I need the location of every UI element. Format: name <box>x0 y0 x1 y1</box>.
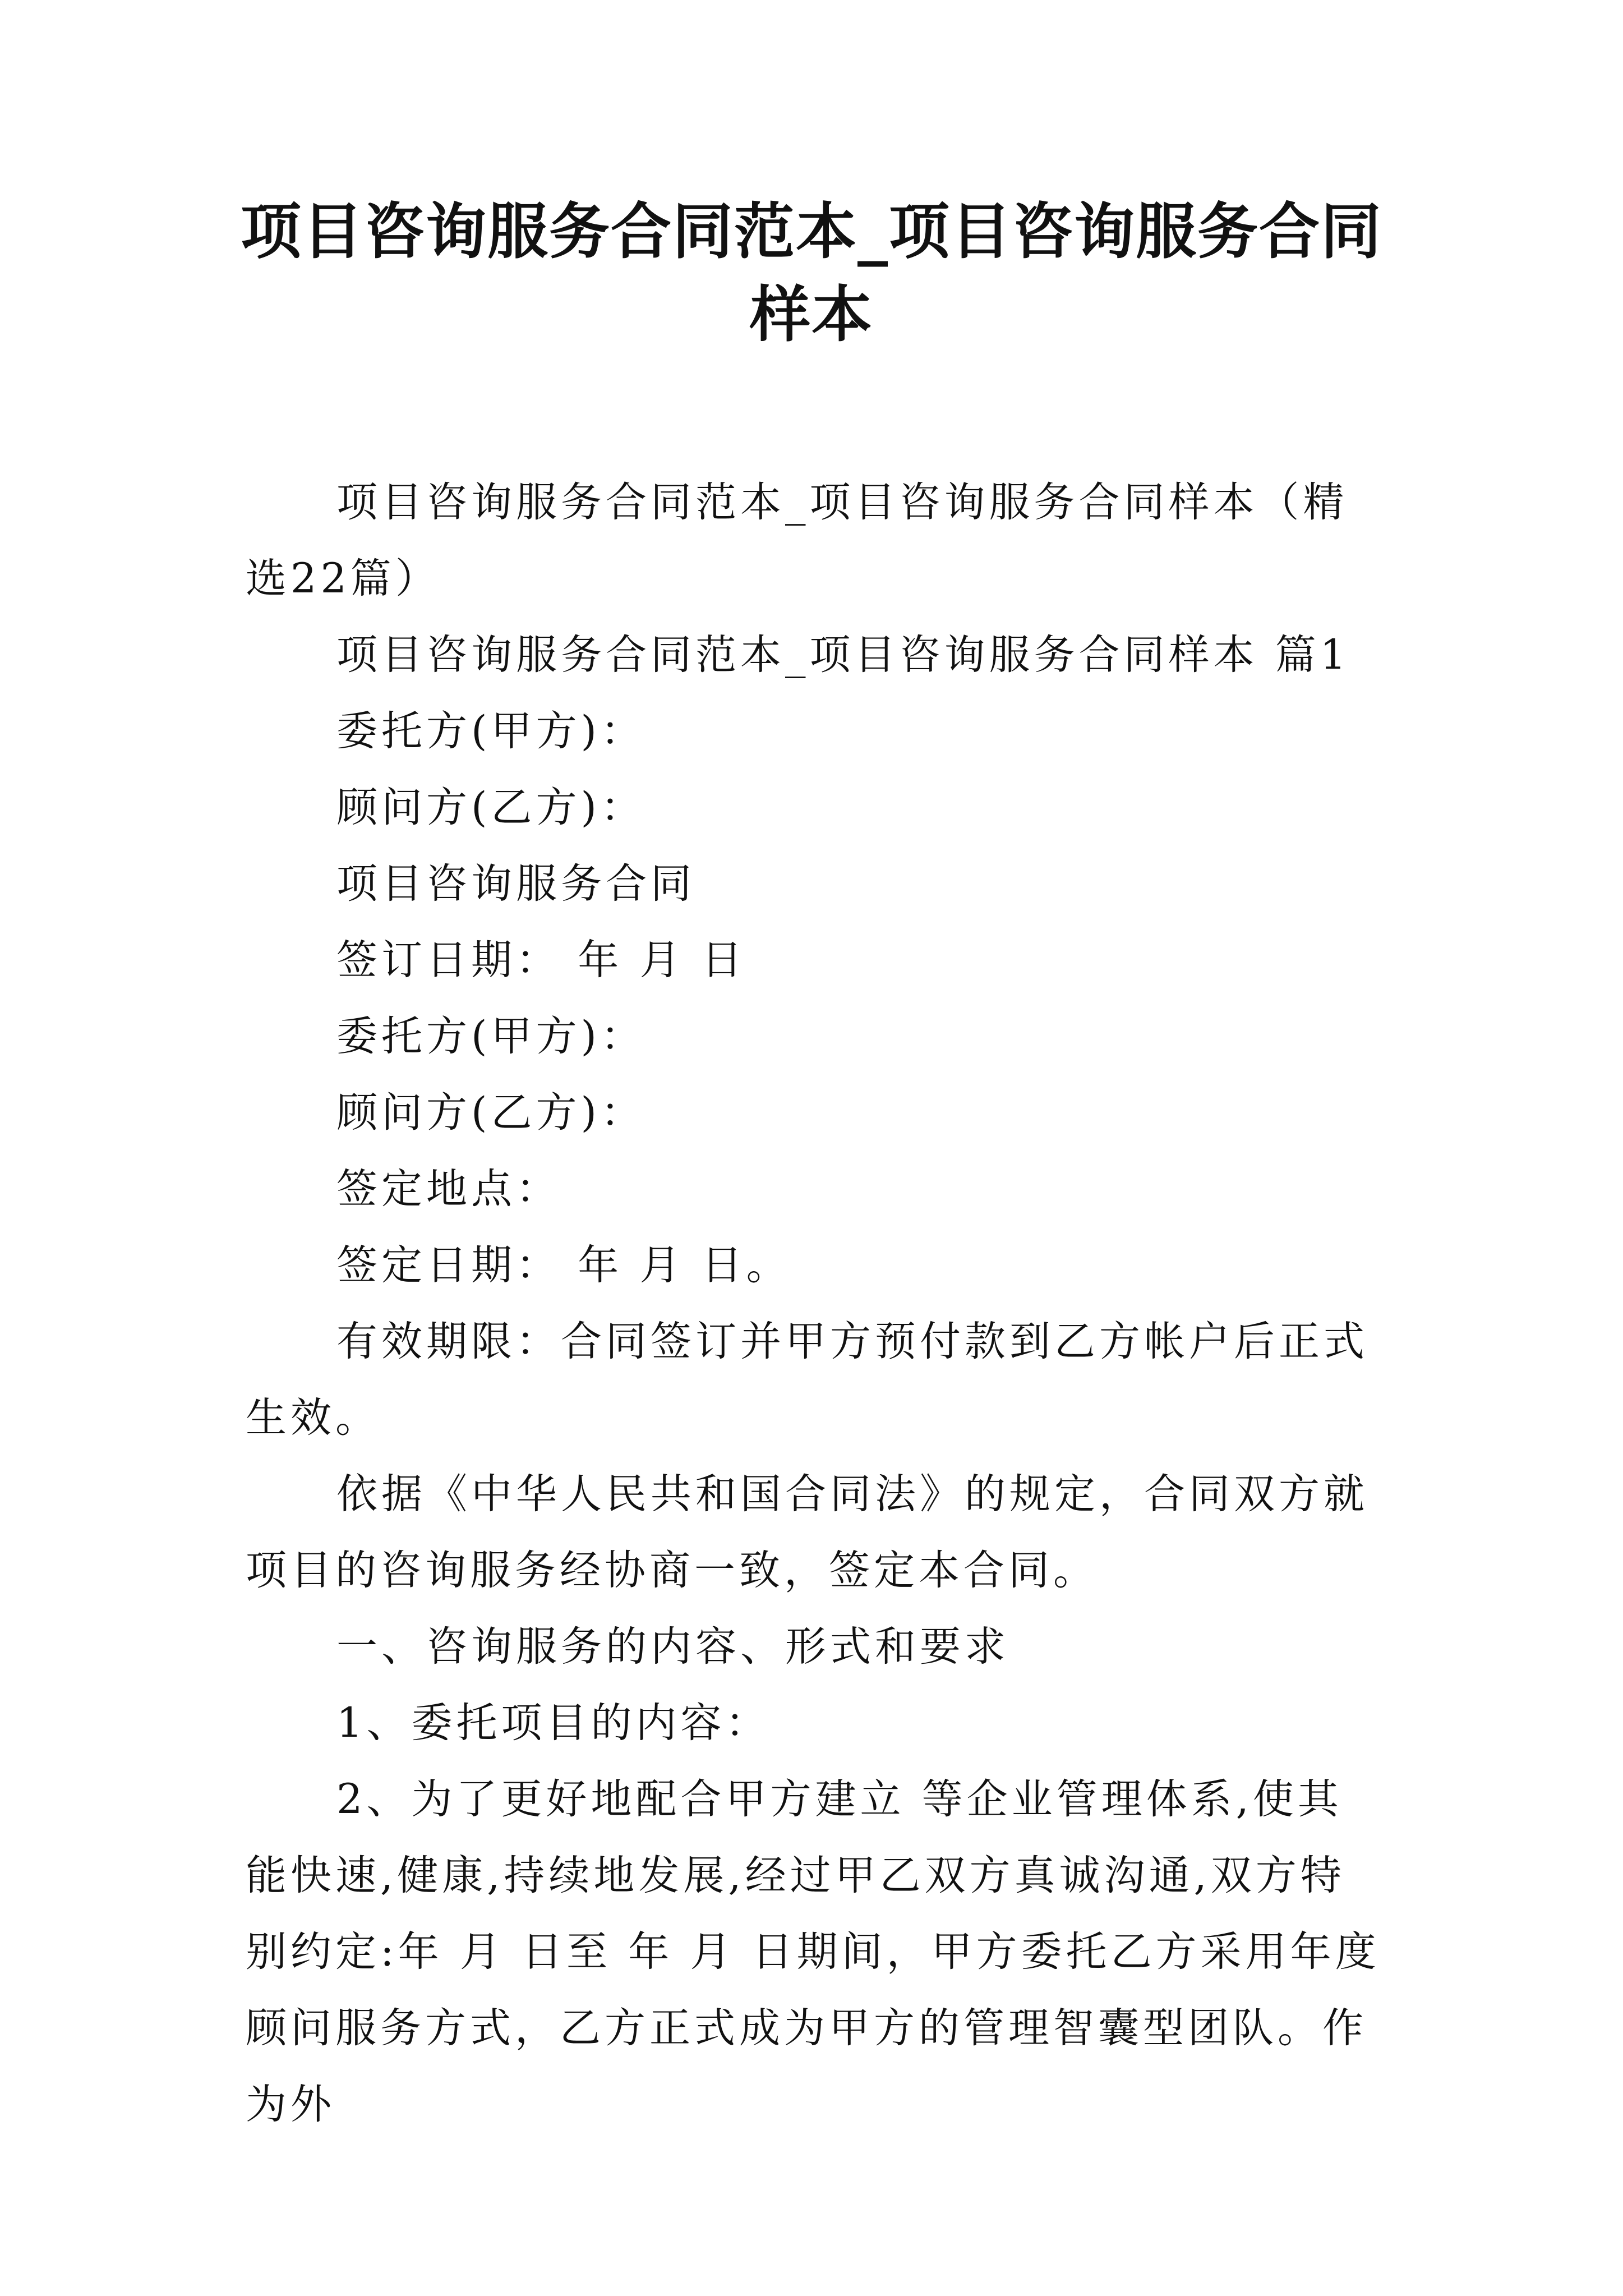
paragraph-item-2: 2、为了更好地配合甲方建立 等企业管理体系,使其能快速,健康,持续地发展,经过甲乙双方真诚沟通,双方特别约定:年 月 日至 年 月 日期间，甲方委托乙方采用年度顾问服务方式，乙方正式成为甲方的管理智囊型团队。作为外 <box>246 1775 1380 2128</box>
paragraph-item-1: 1、委托项目的内容： <box>336 1699 771 1747</box>
paragraph-signing-place: 签定地点： <box>336 1165 561 1213</box>
paragraph-clause-heading: 一、咨询服务的内容、形式和要求 <box>336 1623 1009 1671</box>
document-title: 项目咨询服务合同范本_项目咨询服务合同样本 <box>240 197 1382 350</box>
paragraph-legal-basis: 依据《中华人民共和国合同法》的规定，合同双方就项目的咨询服务经协商一致，签定本合同。 <box>246 1470 1368 1594</box>
paragraph-intro: 项目咨询服务合同范本_项目咨询服务合同样本（精选22篇） <box>246 478 1348 602</box>
paragraph-consultant-party: 顾问方(乙方)： <box>336 784 645 831</box>
paragraph-consultant-party-2: 顾问方(乙方)： <box>336 1089 645 1137</box>
paragraph-client-party-2: 委托方(甲方)： <box>336 1013 645 1060</box>
paragraph-signing-date: 签订日期： 年 月 日 <box>336 936 746 984</box>
paragraph-signing-date-2: 签定日期： 年 月 日。 <box>336 1241 791 1289</box>
paragraph-contract-name: 项目咨询服务合同 <box>336 860 695 908</box>
paragraph-section-heading: 项目咨询服务合同范本_项目咨询服务合同样本 篇1 <box>336 631 1350 679</box>
paragraph-client-party: 委托方(甲方)： <box>336 707 645 755</box>
paragraph-validity: 有效期限：合同签订并甲方预付款到乙方帐户后正式生效。 <box>246 1318 1368 1442</box>
document-body <box>246 464 1384 2143</box>
